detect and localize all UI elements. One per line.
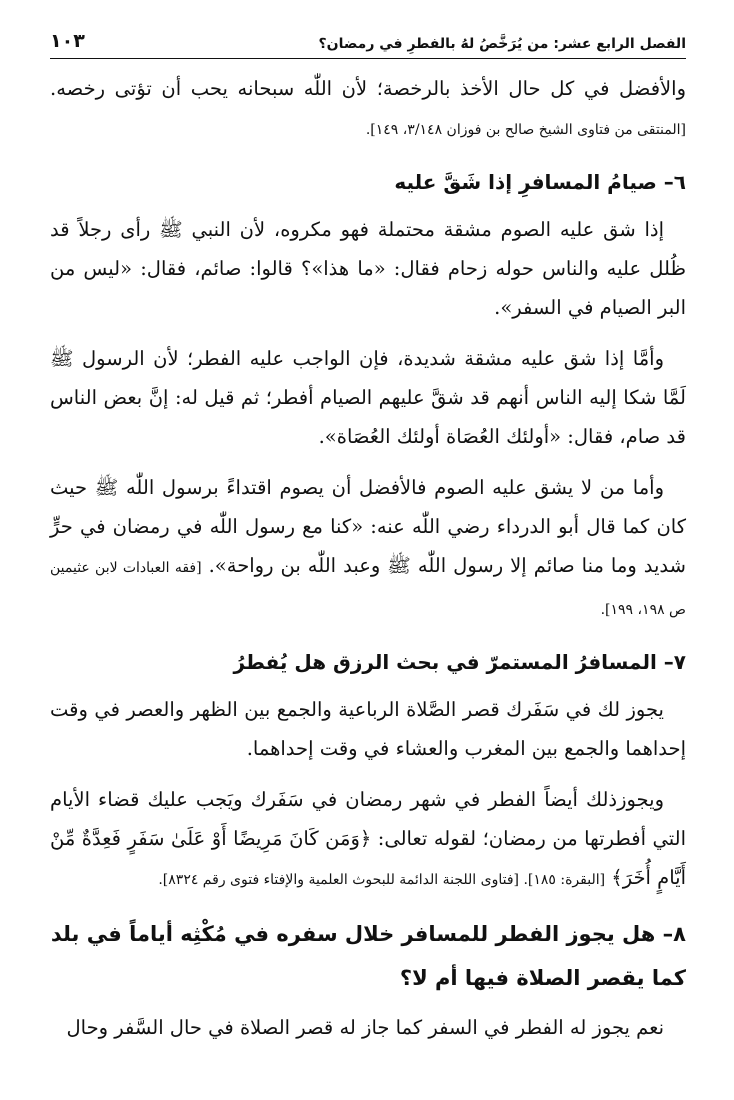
paragraph: إذا شق عليه الصوم مشقة محتملة فهو مكروه، لأن النبي ﷺ رأى رجلاً قد ظُلل عليه والناس حوله زحام فقال: «ما هذا»؟ قالوا: صائم، فقال: «ليس من البر الصيام في السفر». bbox=[50, 218, 686, 319]
citation: [المنتقى من فتاوى الشيخ صالح بن فوزان ٣/١٤٨، ١٤٩]. bbox=[365, 122, 686, 138]
citation: [البقرة: ١٨٥]. [فتاوى اللجنة الدائمة للبحوث العلمية والإفتاء فتوى رقم ٨٣٢٤]. bbox=[158, 872, 606, 888]
section-heading-7: ٧– المسافرُ المستمرّ في بحث الرزق هل يُفطرُ bbox=[233, 650, 686, 674]
paragraph: يجوز لك في سَفَرك قصر الصَّلاة الرباعية والجمع بين الظهر والعصر في وقت إحداهما والجمع بين المغرب والعشاء في وقت إحداهما. bbox=[50, 698, 686, 760]
section-heading-6: ٦– صيامُ المسافرِ إذا شَقَّ عليه bbox=[394, 170, 686, 194]
paragraph bbox=[50, 69, 686, 150]
paragraph: وأمَّا إذا شق عليه مشقة شديدة، فإن الواجب عليه الفطر؛ لأن الرسول ﷺ لَمَّا شكا إليه الناس أنهم قد شقَّ عليهم الصيام أفطر؛ ثم قيل له: إنَّ بعض الناس قد صام، فقال: «أولئك العُصَاة أولئك العُصَاة». bbox=[50, 347, 686, 448]
book-page bbox=[50, 30, 686, 1059]
paragraph-text: وأما من لا يشق عليه الصوم فالأفضل أن يصوم اقتداءً برسول اللّٰه ﷺ حيث كان كما قال أبو الدرداء رضي اللّٰه عنه: «كنا مع رسول اللّٰه في رمضان في حرٍّ شديد وما منا صائم إلا رسول اللّٰه ﷺ وعبد اللّٰه بن رواحة». bbox=[50, 476, 686, 577]
chapter-title: الفصل الرابع عشر: من يُرَخَّصُ لهُ بالفطرِ في رمضان؟ bbox=[318, 36, 686, 52]
page-body bbox=[50, 69, 686, 1047]
paragraph: نعم يجوز له الفطر في السفر كما جاز له قصر الصلاة في حال السَّفر وحال bbox=[66, 1016, 664, 1039]
paragraph-text: والأفضل في كل حال الأخذ بالرخصة؛ لأن اللّٰه سبحانه يحب أن تؤتى رخصه. bbox=[50, 77, 686, 100]
citation: [فقه العبادات لابن عثيمين ص ١٩٨، ١٩٩]. bbox=[50, 560, 686, 618]
paragraph bbox=[50, 468, 686, 630]
paragraph-text: ويجوزذلك أيضاً الفطر في شهر رمضان في سَفَرك ويَجب عليك قضاء الأيام التي أفطرتها من رمضان؛ لقوله تعالى: ﴿وَمَن كَانَ مَرِيضًا أَوْ عَلَىٰ سَفَرٍ فَعِدَّةٌ مِّنْ أَيَّامٍ أُخَرَ﴾ bbox=[50, 788, 686, 889]
running-header bbox=[50, 30, 686, 59]
page-number: ١٠٣ bbox=[50, 30, 85, 52]
section-heading-8: ٨– هل يجوز الفطر للمسافر خلال سفره في مُكْثِه أياماً في بلد كما يقصر الصلاة فيها أم لا؟ bbox=[50, 922, 686, 990]
paragraph bbox=[50, 780, 686, 900]
